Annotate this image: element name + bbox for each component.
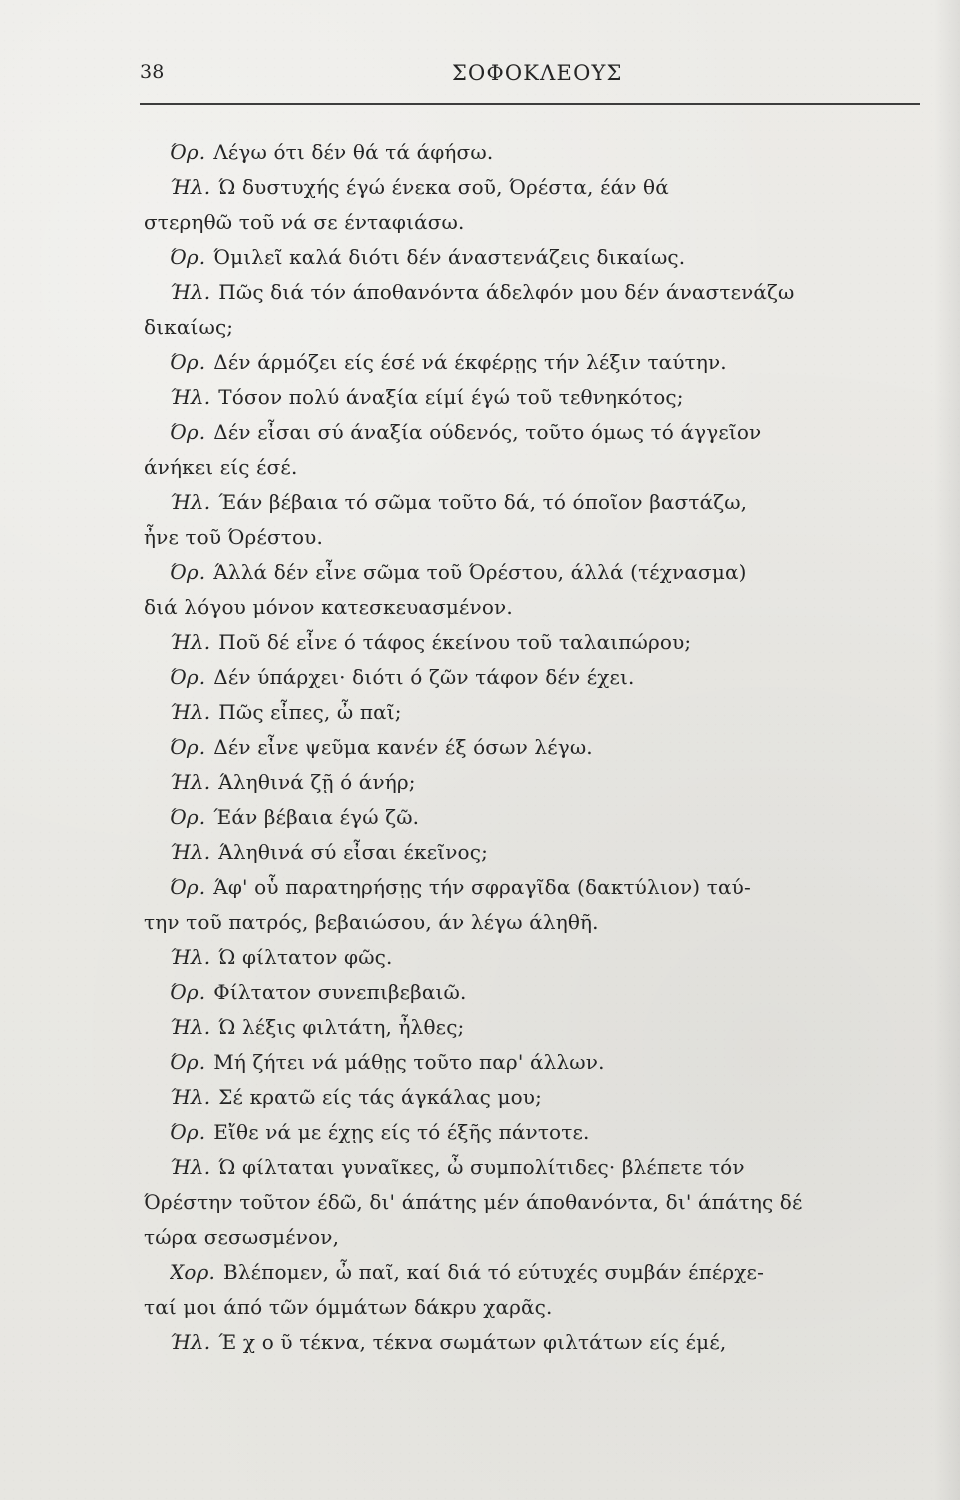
dialogue-line	[170, 626, 926, 658]
dialogue-text: Λέγω ότι δέν θά τά άφήσω.	[213, 140, 494, 164]
dialogue-continuation	[136, 206, 926, 238]
speaker-label: Ήλ.	[170, 385, 211, 409]
dialogue-text: ἦνε τοῦ Όρέστου.	[144, 525, 323, 549]
dialogue-text: Έάν βέβαια έγώ ζῶ.	[213, 805, 420, 829]
speaker-label: Ήλ.	[170, 840, 211, 864]
speaker-label: Ήλ.	[170, 1155, 211, 1179]
page-edge-shadow	[934, 0, 960, 1500]
dialogue-text: ταί μοι άπό τῶν όμμάτων δάκρυ χαρᾶς.	[144, 1295, 553, 1319]
speaker-label: Όρ.	[170, 140, 206, 164]
speaker-label: Όρ.	[170, 980, 206, 1004]
dialogue-line	[170, 1046, 926, 1078]
speaker-label: Ήλ.	[170, 175, 211, 199]
dialogue-line	[170, 941, 926, 973]
speaker-label: Ήλ.	[170, 1330, 211, 1354]
page-header	[140, 61, 918, 91]
dialogue-text: Άληθινά ζῇ ό άνήρ;	[218, 770, 416, 794]
dialogue-line	[170, 381, 926, 413]
dialogue-text: στερηθῶ τοῦ νά σε ένταφιάσω.	[144, 210, 465, 234]
dialogue-line	[170, 1081, 926, 1113]
dialogue-text: Άλλά δέν εἶνε σῶμα τοῦ Όρέστου, άλλά (τέχνασμα)	[213, 560, 747, 584]
dialogue-text: Δέν εἶσαι σύ άναξία ούδενός, τοῦτο όμως τό άγγεῖον	[213, 420, 762, 444]
speaker-label: Ήλ.	[170, 1015, 211, 1039]
speaker-label: Όρ.	[170, 735, 206, 759]
dialogue-text: την τοῦ πατρός, βεβαιώσου, άν λέγω άληθῆ.	[144, 910, 599, 934]
dialogue-text: Ώ δυστυχής έγώ ένεκα σοῦ, Όρέστα, έάν θά	[218, 175, 669, 199]
dialogue-text: Πῶς εἶπες, ὦ παῖ;	[218, 700, 402, 724]
speaker-label: Όρ.	[170, 560, 206, 584]
dialogue-text: Έάν βέβαια τό σῶμα τοῦτο δά, τό όποῖον βαστάζω,	[218, 490, 748, 514]
dialogue-line	[170, 871, 926, 903]
dialogue-text: Έ χ ο ῦ τέκνα, τέκνα σωμάτων φιλτάτων είς έμέ,	[218, 1330, 727, 1354]
dialogue-continuation	[136, 451, 926, 483]
dialogue-text: Ποῦ δέ εἶνε ό τάφος έκείνου τοῦ ταλαιπώρου;	[218, 630, 692, 654]
page-number: 38	[140, 61, 165, 83]
speaker-label: Ήλ.	[170, 280, 211, 304]
dialogue-line	[170, 661, 926, 693]
dialogue-text: Δέν ύπάρχει· διότι ό ζῶν τάφον δέν έχει.	[213, 665, 635, 689]
dialogue-continuation	[136, 521, 926, 553]
dialogue-text: Άφ' οὗ παρατηρήσῃς τήν σφραγῖδα (δακτύλιον) ταύ-	[213, 875, 751, 899]
dialogue-text: δικαίως;	[144, 315, 234, 339]
speaker-label: Όρ.	[170, 350, 206, 374]
dialogue-line	[170, 731, 926, 763]
dialogue-text: Βλέπομεν, ὦ παῖ, καί διά τό εύτυχές συμβάν έπέρχε-	[223, 1260, 764, 1284]
speaker-label: Ήλ.	[170, 700, 211, 724]
speaker-label: Όρ.	[170, 875, 206, 899]
speaker-label: Ήλ.	[170, 630, 211, 654]
dialogue-line	[170, 1256, 926, 1288]
dialogue-text: Φίλτατον συνεπιβεβαιῶ.	[213, 980, 467, 1004]
dialogue-text: Μή ζήτει νά μάθῃς τοῦτο παρ' άλλων.	[213, 1050, 605, 1074]
dialogue-text: Όμιλεῖ καλά διότι δέν άναστενάζεις δικαίως.	[213, 245, 686, 269]
dialogue-line	[170, 556, 926, 588]
speaker-label: Ήλ.	[170, 1085, 211, 1109]
dialogue-line	[170, 976, 926, 1008]
dialogue-text: Ώ φίλτατον φῶς.	[218, 945, 393, 969]
dialogue-text: Τόσον πολύ άναξία είμί έγώ τοῦ τεθνηκότος;	[218, 385, 684, 409]
speaker-label: Χορ.	[170, 1260, 215, 1284]
speaker-label: Ήλ.	[170, 490, 211, 514]
dialogue-line	[170, 416, 926, 448]
dialogue-line	[170, 171, 926, 203]
speaker-label: Όρ.	[170, 1120, 206, 1144]
dialogue-text: Σέ κρατῶ είς τάς άγκάλας μου;	[218, 1085, 543, 1109]
speaker-label: Όρ.	[170, 805, 206, 829]
dialogue-line	[170, 1011, 926, 1043]
speaker-label: Ήλ.	[170, 945, 211, 969]
dialogue-continuation	[136, 906, 926, 938]
dialogue-text-block	[136, 136, 926, 1476]
dialogue-text: άνήκει είς έσέ.	[144, 455, 298, 479]
dialogue-line	[170, 276, 926, 308]
dialogue-text: Ώ φίλταται γυναῖκες, ὦ συμπολίτιδες· βλέπετε τόν	[218, 1155, 745, 1179]
dialogue-continuation	[136, 1291, 926, 1323]
dialogue-line	[170, 346, 926, 378]
dialogue-line	[170, 1151, 926, 1183]
dialogue-text: Δέν εἶνε ψεῦμα κανέν έξ όσων λέγω.	[213, 735, 593, 759]
dialogue-text: διά λόγου μόνον κατεσκευασμένον.	[144, 595, 513, 619]
speaker-label: Όρ.	[170, 420, 206, 444]
dialogue-line	[170, 766, 926, 798]
dialogue-continuation	[136, 1221, 926, 1253]
speaker-label: Ήλ.	[170, 770, 211, 794]
dialogue-text: Όρέστην τοῦτον έδῶ, δι' άπάτης μέν άποθανόντα, δι' άπάτης δέ	[144, 1190, 803, 1214]
dialogue-text: Εἴθε νά με έχῃς είς τό έξῆς πάντοτε.	[213, 1120, 590, 1144]
dialogue-line	[170, 136, 926, 168]
dialogue-line	[170, 486, 926, 518]
dialogue-line	[170, 1116, 926, 1148]
dialogue-text: Δέν άρμόζει είς έσέ νά έκφέρῃς τήν λέξιν ταύτην.	[213, 350, 727, 374]
dialogue-continuation	[136, 1186, 926, 1218]
dialogue-text: Ώ λέξις φιλτάτη, ἦλθες;	[218, 1015, 465, 1039]
dialogue-text: Πῶς διά τόν άποθανόντα άδελφόν μου δέν άναστενάζω	[218, 280, 795, 304]
header-divider	[140, 103, 920, 105]
dialogue-line	[170, 696, 926, 728]
dialogue-text: τώρα σεσωσμένον,	[144, 1225, 340, 1249]
dialogue-line	[170, 801, 926, 833]
running-title: ΣΟΦΟΚΛΕΟΥΣ	[452, 61, 623, 85]
speaker-label: Όρ.	[170, 245, 206, 269]
speaker-label: Όρ.	[170, 665, 206, 689]
dialogue-text: Άληθινά σύ εἶσαι έκεῖνος;	[218, 840, 488, 864]
dialogue-continuation	[136, 311, 926, 343]
speaker-label: Όρ.	[170, 1050, 206, 1074]
dialogue-line	[170, 241, 926, 273]
dialogue-continuation	[136, 591, 926, 623]
dialogue-line	[170, 836, 926, 868]
dialogue-line	[170, 1326, 926, 1358]
